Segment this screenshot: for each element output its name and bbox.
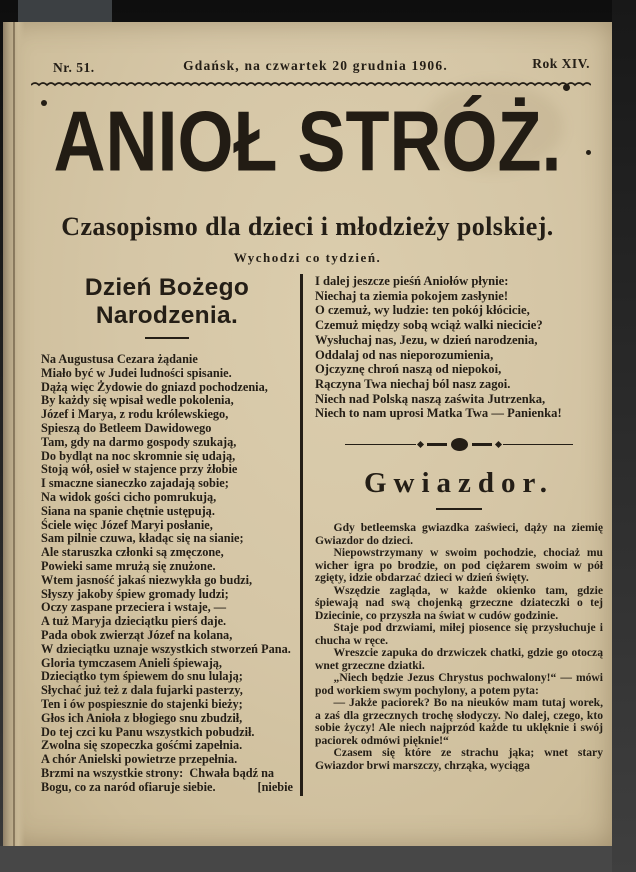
poem-line: Oddalaj od nas nieporozumienia, <box>315 347 494 362</box>
poem-line: Czemuż między sobą wciąż walki niecicie? <box>315 318 543 333</box>
article-paragraph: — Jakże paciorek? Bo na nieuków mam tutaj worek, a zaś dla grzecznych trochę słodyczy. No dalej, czego, kto sobie życzy! Ale niech najprzód każde tu uklęknie i swój paciorek odmówi pięknie!“ <box>315 696 603 747</box>
turnover-word: [niebie <box>257 779 293 794</box>
poem-line: Ale staruszka członki są zmęczone, <box>41 545 224 560</box>
issue-number: Nr. 51. <box>53 60 95 75</box>
heading-rule <box>436 508 482 510</box>
newspaper-page <box>3 22 612 846</box>
poem-line: Pada obok zwierząt Józef na kolana, <box>41 627 233 642</box>
right-column <box>315 274 603 772</box>
poem-line: Ściele więc Józef Maryi posłanie, <box>41 517 213 532</box>
poem-line: Oczy zaspane przeciera i wstaje, — <box>41 600 227 615</box>
poem-line: I smaczne sianeczko zajadają sobie; <box>41 476 229 491</box>
poem-line: Powieki same mrużą się znużone. <box>41 558 216 573</box>
scan-bottom-shadow <box>0 846 636 872</box>
poem-line: Na widok gości cicho pomrukują, <box>41 489 217 504</box>
column-divider-rule <box>300 274 303 796</box>
poem-stanza <box>41 353 293 781</box>
poem-line: Wysłuchaj nas, Jezu, w dzień narodzenia, <box>315 332 538 347</box>
poem-line-with-turnover <box>41 781 293 795</box>
volume-year: Rok XIV. <box>532 56 590 71</box>
article-paragraph: „Niech będzie Jezus Chrystus pochwalony!“ — mówi pod workiem swym pochylony, a potem pyta: <box>315 671 603 697</box>
left-column <box>41 274 293 795</box>
ornament-tick <box>416 440 423 447</box>
page-subtitle: Czasopismo dla dzieci i młodzieży polskiej. <box>61 212 554 241</box>
poem-line: Józef i Marya, z rodu królewskiego, <box>41 407 229 422</box>
poem-line: Niech to nam uprosi Matka Twa — Panienka! <box>315 406 562 421</box>
poem-line: Siana na spanie chętnie ustępują. <box>41 503 215 518</box>
poem-line: Słychać już też z dala fujarki pasterzy, <box>41 683 243 698</box>
poem-line: Niechaj ta ziemia pokojem zasłynie! <box>315 288 509 303</box>
article-paragraph: Staje pod drzwiami, miłej piosence się przysłuchuje i chucha w ręce. <box>315 621 603 647</box>
poem-line: Spieszą do Betleem Dawidowego <box>41 420 212 435</box>
ornament-line <box>503 444 574 445</box>
article-paragraph: Niepowstrzymany w swoim pochodzie, chociaż mu wicher igra po brodzie, on pod ciężarem swoim w pół zgięty, idzie obdarzać dzieci w dzień święty. <box>315 546 603 585</box>
poem-line: Stoją wół, osieł w stajence przy żłobie <box>41 462 238 477</box>
poem-line: O czemuż, wy ludzie: ten pokój kłócicie, <box>315 303 530 318</box>
poem-line: By każdy się wpisał wedle pokolenia, <box>41 393 234 408</box>
poem-line: Miało być w Judei ludności spisanie. <box>41 365 232 380</box>
poem-line: Dzieciątko tym śpiewem do snu lulają; <box>41 669 243 684</box>
poem-line: Rączyna Twa niechaj ból nasz zagoi. <box>315 376 511 391</box>
section-divider-ornament <box>345 437 573 451</box>
ornament-center-dot <box>451 438 468 451</box>
article-paragraph: Gdy betleemska gwiazdka zaświeci, dąży na ziemię Gwiazdor do dzieci. <box>315 521 603 547</box>
frequency-note: Wychodzi co tydzień. <box>233 250 382 265</box>
poem-line: Tam, gdy na darmo gospody szukają, <box>41 434 237 449</box>
poem-line: Zwolna się szopeczka gośćmi zapełnia. <box>41 738 243 753</box>
article-body <box>315 522 603 772</box>
heading-rule <box>145 337 189 339</box>
article-heading-gwiazdor: Gwiazdor. <box>363 467 555 500</box>
dateline: Gdańsk, na czwartek 20 grudnia 1906. <box>183 58 448 73</box>
poem-line: Głos ich Anioła z błogiego snu zbudził, <box>41 710 243 725</box>
poem-line: I dalej jeszcze pieśń Aniołów płynie: <box>315 274 509 288</box>
poem-continuation <box>315 274 603 421</box>
poem-line: Słyszy jakoby śpiew gromady ludzi; <box>41 586 229 601</box>
page-title: ANIOŁ STRÓŻ. <box>53 95 562 190</box>
ornament-bar <box>427 443 447 446</box>
scan-right-shadow <box>612 0 636 872</box>
poem-line: Do tej czci ku Panu wszystkich pobudził. <box>41 724 255 739</box>
article-paragraph: Wreszcie zapuka do drzwiczek chatki, gdzie go otoczą wnet grzeczne dziatki. <box>315 646 603 672</box>
poem-line: Gloria tymczasem Anieli śpiewają, <box>41 655 223 670</box>
article-paragraph: Czasem się które ze strachu jąka; wnet stary Gwiazdor brwi marszczy, chrząka, wyciąga <box>315 746 603 772</box>
poem-line: Ten i ów pospiesznie do stajenki bieży; <box>41 696 243 711</box>
poem-line: Ojczyznę chroń naszą od niepokoi, <box>315 362 502 377</box>
poem-line: W dzieciątku uznaje wszystkich stworzeń Pana. <box>41 641 291 656</box>
poem-line: Bogu, co za naród ofiaruje siebie. <box>41 779 216 794</box>
article-heading-dzien-bozego-narodzenia: Dzień Bożego Narodzenia. <box>84 274 250 329</box>
ornament-line <box>345 444 416 445</box>
wavy-rule <box>31 80 591 88</box>
ornament-tick <box>494 440 501 447</box>
masthead <box>33 58 598 76</box>
article-paragraph: Wszędzie zagląda, w każde okienko tam, gdzie śpiewają nad swą chojenką grzeczne dziateczki o tej Dziecinie, co przyszła na świat w cudów godzinie. <box>315 583 603 622</box>
poem-line: A chór Anielski powietrze przepełnia. <box>41 752 238 767</box>
ornament-bar <box>472 443 492 446</box>
poem-line: A tuż Maryja dzieciątku pierś daje. <box>41 614 227 629</box>
poem-line: Wtem jasność jakaś niezwykła go budzi, <box>41 572 253 587</box>
poem-line: Brzmi na wszystkie strony: Chwała bądź na <box>41 765 275 780</box>
poem-line: Do bydląt na noc skromnie się udają, <box>41 448 236 463</box>
poem-line: Na Augustusa Cezara żądanie <box>41 352 198 366</box>
poem-line: Dążą więc Żydowie do gniazd pochodzenia, <box>41 379 268 394</box>
poem-line: Niech nad Polską naszą zaświta Jutrzenka, <box>315 391 546 406</box>
poem-line: Sam pilnie czuwa, kładąc się na sianie; <box>41 531 244 546</box>
